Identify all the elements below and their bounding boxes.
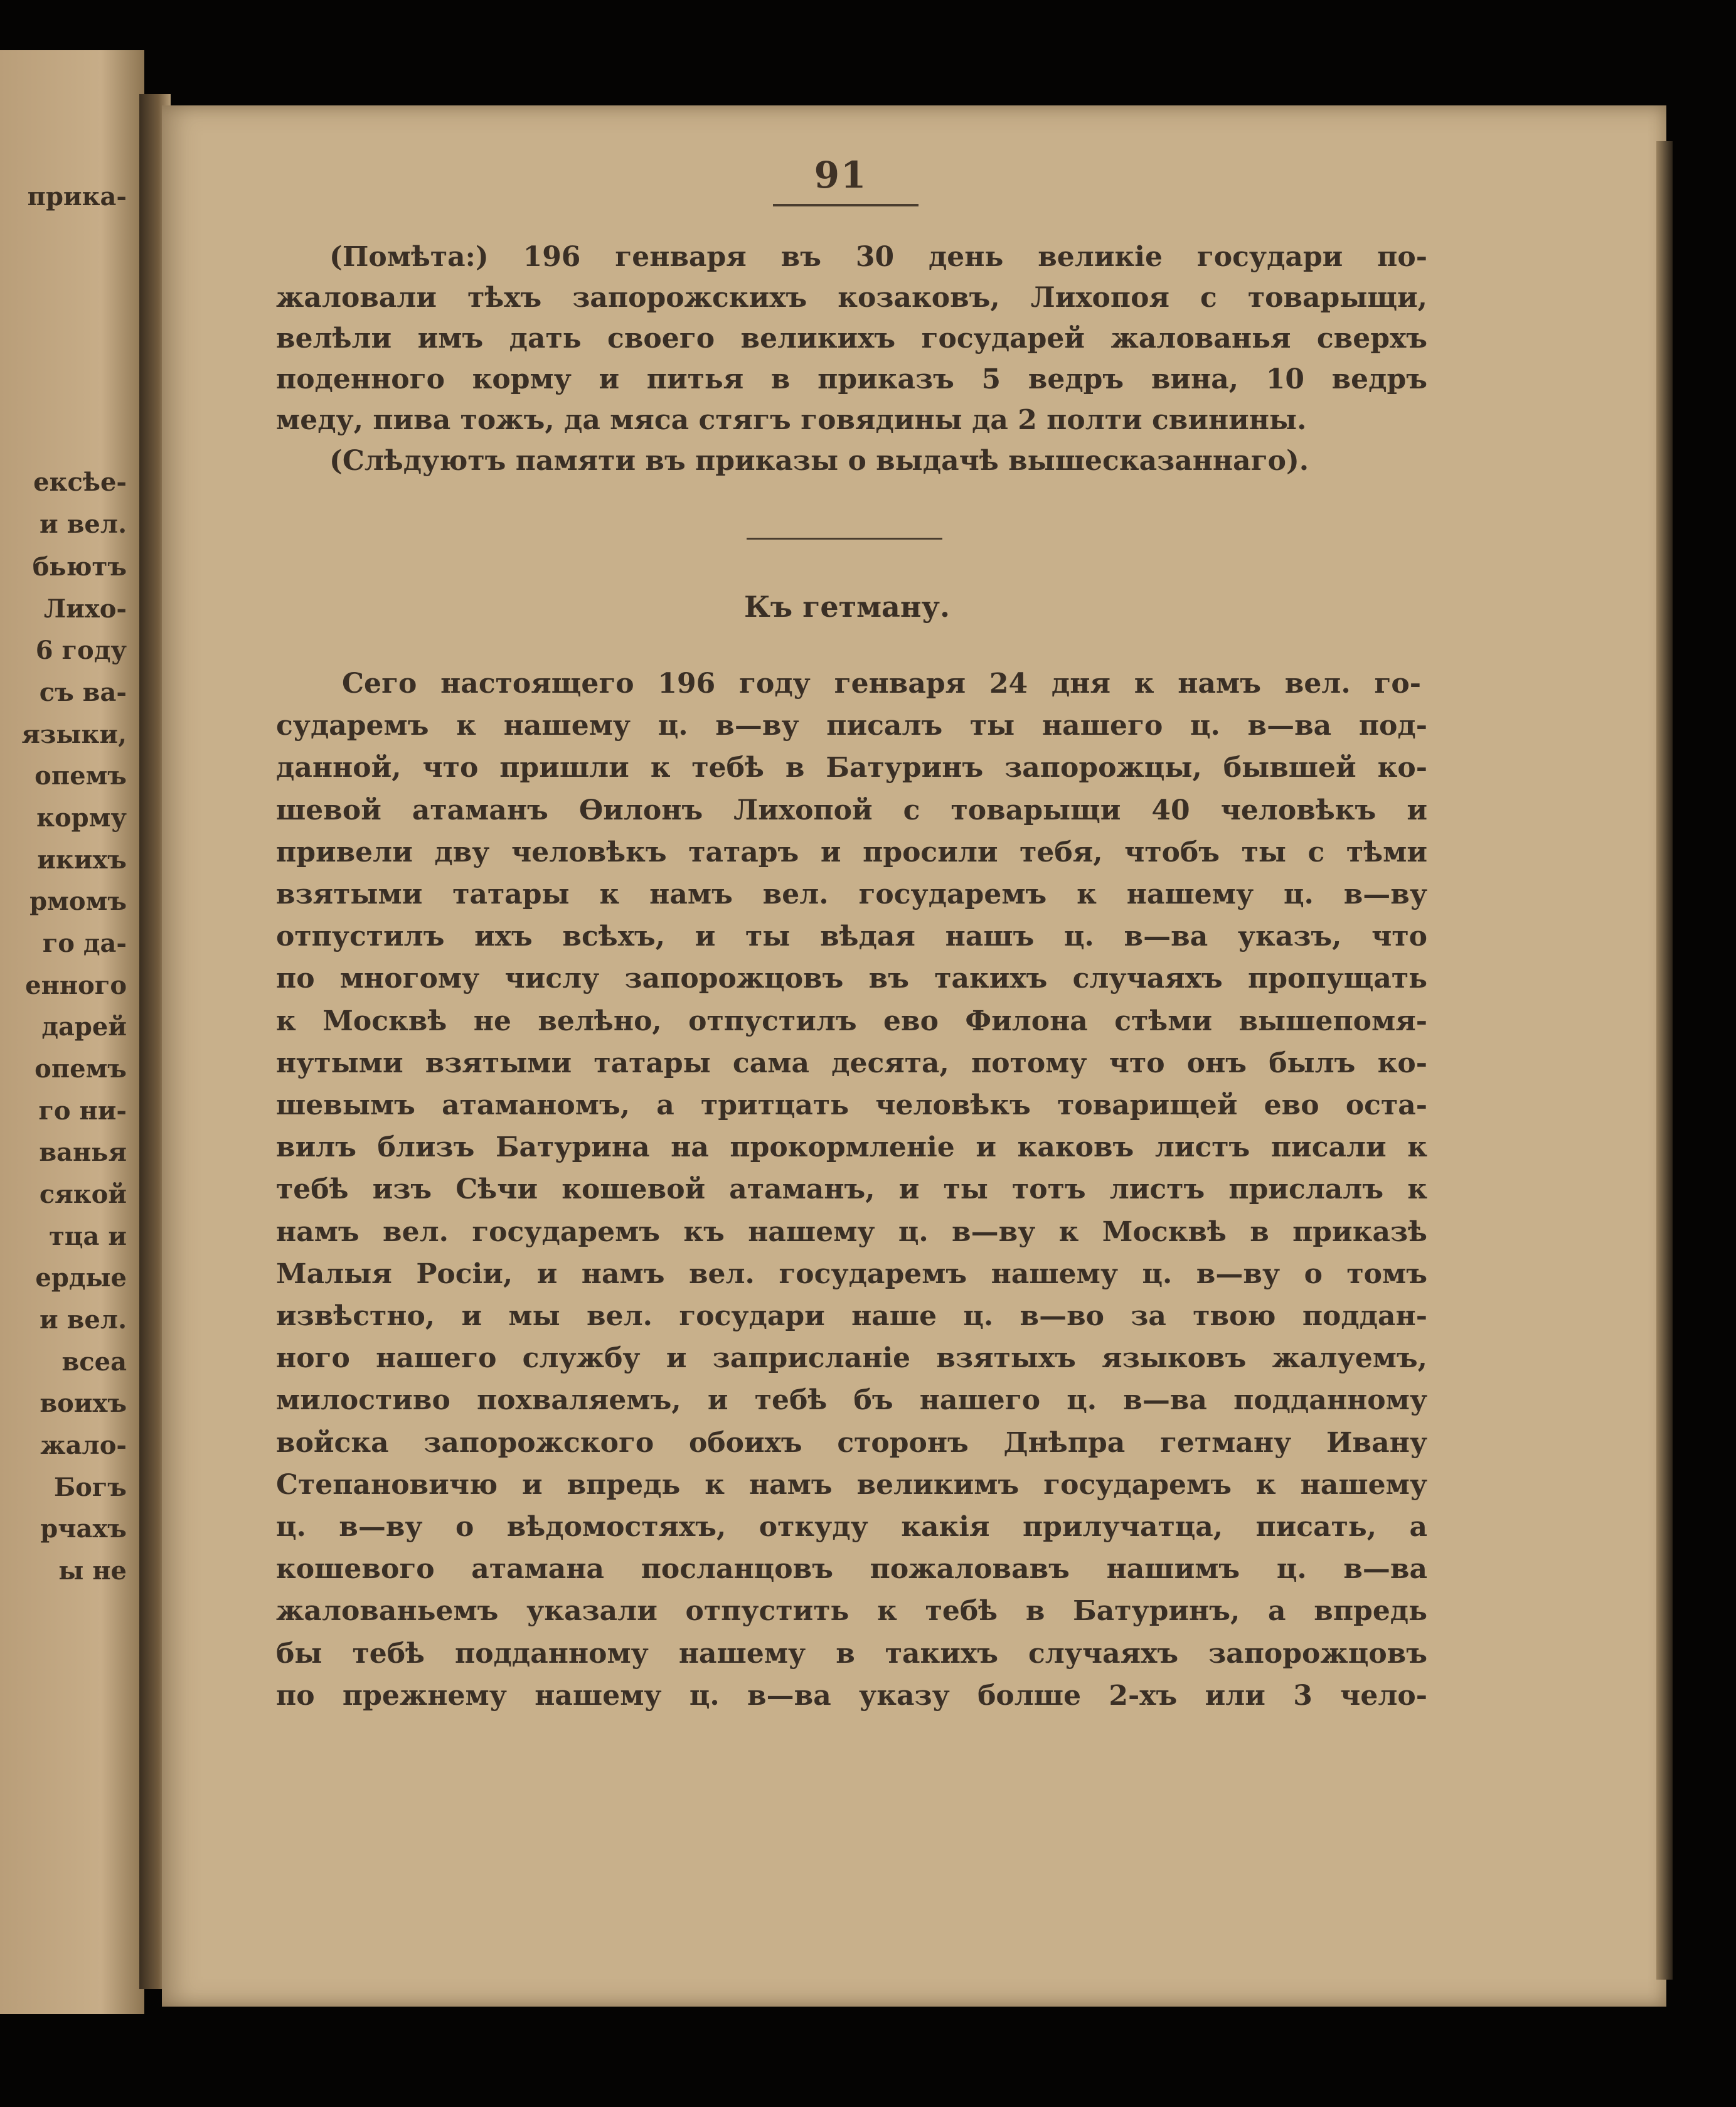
body-line: намъ вел. государемъ къ нашему ц. в—ву к Москвѣ в приказѣ [276,1215,1427,1248]
body-line: ного нашего службу и заприсланіе взятыхъ языковъ жалуемъ, [276,1342,1427,1375]
previous-page-line: 6 году [35,636,127,665]
body-line: взятыми татары к намъ вел. государемъ к нашему ц. в—ву [276,878,1427,910]
previous-page-line: и вел. [40,509,127,539]
body-line: сударемъ к нашему ц. в—ву писалъ ты нашего ц. в—ва под- [276,710,1427,742]
body-line: бы тебѣ подданному нашему в такихъ случаяхъ запорожцовъ [276,1637,1427,1670]
note-line: жаловали тѣхъ запорожскихъ козаковъ, Лихопоя с товарыщи, [276,282,1427,314]
body-line: привели дву человѣкъ татаръ и просили тебя, чтобъ ты с тѣми [276,836,1427,868]
body-line: кошевого атамана посланцовъ пожаловавъ нашимъ ц. в—ва [276,1553,1427,1586]
note-line: (Помѣта:) 196 генваря въ 30 день великіе государи по- [329,241,1427,273]
section-divider [747,538,942,540]
body-line: по многому числу запорожцовъ въ такихъ случаяхъ пропущать [276,963,1427,995]
previous-page-line: тца и [49,1222,127,1251]
note-line: поденного корму и питья в приказъ 5 ведръ вина, 10 ведръ [276,363,1427,395]
section-heading: Къ гетману. [744,590,950,624]
previous-page-line: икихъ [37,845,127,875]
previous-page-line: съ ва- [39,678,127,707]
previous-page-line: Лихо- [43,594,127,624]
page-number-rule [773,204,919,206]
previous-page-line: рмомъ [29,887,127,916]
previous-page-line: ексѣе- [33,467,127,497]
page-edge [1656,141,1673,1980]
body-line: войска запорожского обоихъ сторонъ Днѣпра гетману Ивану [276,1426,1427,1459]
body-line: Сего настоящего 196 году генваря 24 дня к намъ вел. го- [342,668,1421,700]
previous-page-line: опемъ [35,1054,127,1084]
previous-page-line: языки, [21,720,127,749]
previous-page-line: го ни- [38,1096,127,1126]
previous-page-line: го да- [42,929,127,958]
body-line: шевой атаманъ Ѳилонъ Лихопой с товарыщи 40 человѣкъ и [276,794,1427,826]
page-number: 91 [814,154,868,196]
previous-page-line: сякой [39,1180,127,1209]
previous-page [0,50,144,2014]
previous-page-line: ердые [35,1263,127,1293]
body-line: отпустилъ ихъ всѣхъ, и ты вѣдая нашъ ц. в—ва указъ, что [276,920,1427,953]
previous-page-line: бьютъ [32,552,127,582]
body-line: данной, что пришли к тебѣ в Батуринъ запорожцы, бывшей ко- [276,752,1427,784]
body-line: ц. в—ву о вѣдомостяхъ, откуду какія прилучатца, писать, а [276,1511,1427,1543]
body-line: жалованьемъ указали отпустить к тебѣ в Батуринъ, а впредь [276,1595,1427,1628]
body-line: шевымъ атаманомъ, а тритцать человѣкъ товарищей ево оста- [276,1089,1427,1121]
previous-page-line: всеа [61,1347,127,1377]
previous-page-line: опемъ [35,761,127,791]
body-line: к Москвѣ не велѣно, отпустилъ ево Филона стѣми вышепомя- [276,1005,1427,1037]
previous-page-line: жало- [40,1431,127,1460]
previous-page-line: дарей [41,1012,127,1042]
note-line: меду, пива тожъ, да мяса стягъ говядины да 2 полти свинины. [276,404,1307,436]
body-line: Малыя Росіи, и намъ вел. государемъ нашему ц. в—ву о томъ [276,1257,1427,1290]
previous-page-line: енного [25,971,127,1000]
body-line: нутыми взятыми татары сама десята, потому что онъ былъ ко- [276,1047,1427,1079]
previous-page-line: и вел. [40,1305,127,1335]
body-line: по прежнему нашему ц. в—ва указу болше 2-хъ или 3 чело- [276,1679,1427,1712]
body-line: Степановичю и впредь к намъ великимъ государемъ к нашему [276,1468,1427,1501]
previous-page-line: рчахъ [40,1514,127,1544]
previous-page-line: корму [36,803,127,833]
note-line: (Слѣдуютъ памяти въ приказы о выдачѣ вышесказаннаго). [329,445,1309,477]
previous-page-line: Богъ [53,1473,127,1502]
body-line: извѣстно, и мы вел. государи наше ц. в—во за твою поддан- [276,1300,1427,1332]
body-line: тебѣ изъ Сѣчи кошевой атаманъ, и ты тотъ листъ прислалъ к [276,1173,1427,1206]
previous-page-line: прика- [27,182,127,211]
previous-page-line: воихъ [40,1389,127,1418]
previous-page-line: ы не [58,1556,127,1586]
body-line: вилъ близъ Батурина на прокормленіе и каковъ листъ писали к [276,1131,1427,1164]
previous-page-line: ванья [39,1138,127,1167]
note-line: велѣли имъ дать своего великихъ государей жалованья сверхъ [276,323,1427,355]
body-line: милостиво похваляемъ, и тебѣ бъ нашего ц. в—ва подданному [276,1384,1427,1417]
